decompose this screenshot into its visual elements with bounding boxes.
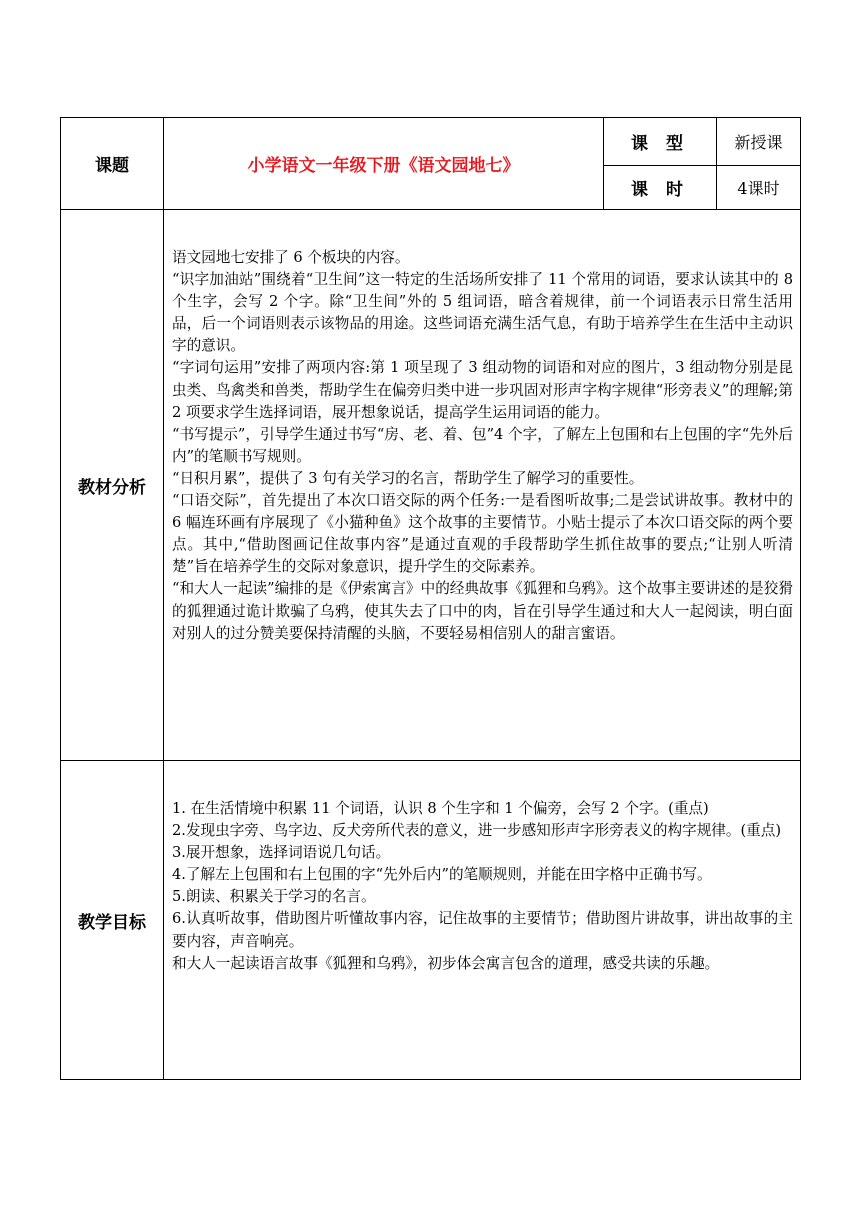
lesson-title: 小学语文一年级下册《语文园地七》 bbox=[164, 118, 604, 210]
analysis-paragraph: “日积月累”，提供了 3 句有关学习的名言，帮助学生了解学习的重要性。 bbox=[172, 469, 644, 487]
lesson-plan-table bbox=[60, 117, 801, 1080]
goal-item: 和大人一起读语言故事《狐狸和乌鸦》，初步体会寓言包含的道理，感受共读的乐趣。 bbox=[172, 954, 720, 972]
goal-item: 3.展开想象，选择词语说几句话。 bbox=[172, 844, 391, 862]
analysis-paragraph: “口语交际”，首先提出了本次口语交际的两个任务:一是看图听故事;二是尝试讲故事。教材中的 6 幅连环画有序展现了《小猫种鱼》这个故事的主要情节。小贴士提示了本次口语交际的两个要点。其中,“借助图画记住故事内容”是通过直观的手段帮助学生抓住故事的要点;“让别人听清楚”旨在培养学生的交际对象意识，提升学生的交际素养。 bbox=[172, 492, 793, 576]
analysis-paragraph: “和大人一起读”编排的是《伊索寓言》中的经典故事《狐狸和乌鸦》。这个故事主要讲述的是狡猾的狐狸通过诡计欺骗了乌鸦，使其失去了口中的肉，旨在引导学生通过和大人一起阅读，明白面对别人的过分赞美要保持清醒的头脑，不要轻易相信别人的甜言蜜语。 bbox=[172, 580, 793, 642]
goals-content bbox=[164, 761, 801, 1080]
analysis-content bbox=[164, 210, 801, 761]
goal-item: 5.朗读、积累关于学习的名言。 bbox=[172, 888, 376, 906]
goal-item: 6.认真听故事，借助图片听懂故事内容，记住故事的主要情节；借助图片讲故事，讲出故事的主要内容，声音响亮。 bbox=[172, 910, 793, 950]
goal-item: 2.发现虫字旁、鸟字边、反犬旁所代表的意义，进一步感知形声字形旁表义的构字规律。(重点) bbox=[172, 822, 782, 840]
analysis-label: 教材分析 bbox=[61, 210, 164, 761]
analysis-paragraph: “识字加油站”围绕着“卫生间”这一特定的生活场所安排了 11 个常用的词语，要求认读其中的 8 个生字，会写 2 个字。除“卫生间”外的 5 组词语，暗含着规律，前一个词语表示日常生活用品，后一个词语则表示该物品的用途。这些词语充满生活气息，有助于培养学生在生活中主动识字的意识。 bbox=[172, 271, 793, 355]
lesson-type-value: 新授课 bbox=[717, 118, 801, 166]
lesson-hours-label: 课 时 bbox=[604, 166, 717, 210]
analysis-paragraph: “字词句运用”安排了两项内容:第 1 项呈现了 3 组动物的词语和对应的图片，3 组动物分别是昆虫类、鸟禽类和兽类，帮助学生在偏旁归类中进一步巩固对形声字构字规律“形旁表义”的理解;第 2 项要求学生选择词语，展开想象说话，提高学生运用词语的能力。 bbox=[172, 359, 793, 421]
lesson-hours-value: 4课时 bbox=[717, 166, 801, 210]
goal-item: 4.了解左上包围和右上包围的字“先外后内”的笔顺规则，并能在田字格中正确书写。 bbox=[172, 866, 712, 884]
analysis-paragraph: 语文园地七安排了 6 个板块的内容。 bbox=[172, 249, 410, 266]
analysis-paragraph: “书写提示”，引导学生通过书写“房、老、着、包”4 个字，了解左上包围和右上包围的字“先外后内”的笔顺书写规则。 bbox=[172, 425, 793, 465]
goals-label: 教学目标 bbox=[61, 761, 164, 1080]
goal-item: 1. 在生活情境中积累 11 个词语，认识 8 个生字和 1 个偏旁，会写 2 个字。(重点) bbox=[172, 800, 709, 817]
topic-label: 课题 bbox=[61, 118, 164, 210]
lesson-type-label: 课 型 bbox=[604, 118, 717, 166]
